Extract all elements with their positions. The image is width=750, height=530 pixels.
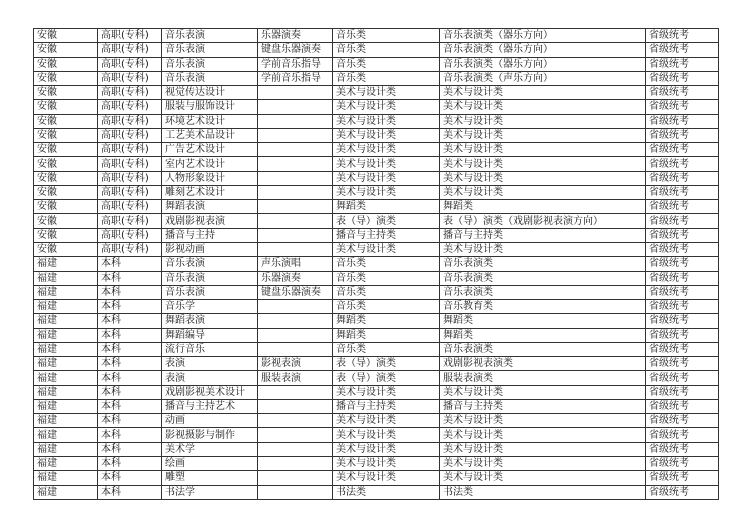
level-cell: 高职(专科) — [98, 157, 162, 171]
exam-category-cell: 美术与设计类 — [440, 114, 646, 128]
direction-cell: 学前音乐指导 — [258, 57, 333, 71]
level-cell: 本科 — [98, 342, 162, 356]
table-row — [34, 200, 719, 214]
province-cell: 福建 — [34, 300, 98, 314]
major-cell: 音乐表演 — [162, 257, 258, 271]
direction-cell — [258, 385, 333, 399]
province-cell: 安徽 — [34, 86, 98, 100]
table-row — [34, 385, 719, 399]
direction-cell — [258, 214, 333, 228]
province-cell: 福建 — [34, 414, 98, 428]
category-cell: 美术与设计类 — [333, 442, 440, 456]
exam-category-cell: 美术与设计类 — [440, 242, 646, 256]
direction-cell — [258, 86, 333, 100]
table-row — [34, 428, 719, 442]
table-row — [34, 300, 719, 314]
exam-type-cell: 省级统考 — [646, 57, 719, 71]
exam-type-cell: 省级统考 — [646, 285, 719, 299]
level-cell: 本科 — [98, 257, 162, 271]
exam-category-cell: 美术与设计类 — [440, 471, 646, 485]
province-cell: 安徽 — [34, 214, 98, 228]
category-cell: 播音与主持类 — [333, 228, 440, 242]
table-row — [34, 471, 719, 485]
exam-category-cell: 美术与设计类 — [440, 442, 646, 456]
province-cell: 福建 — [34, 456, 98, 470]
category-cell: 美术与设计类 — [333, 143, 440, 157]
direction-cell: 键盘乐器演奏 — [258, 285, 333, 299]
level-cell: 本科 — [98, 357, 162, 371]
exam-type-cell: 省级统考 — [646, 100, 719, 114]
table-row — [34, 43, 719, 57]
category-cell: 表（导）演类 — [333, 214, 440, 228]
table-row — [34, 143, 719, 157]
exam-category-cell: 播音与主持类 — [440, 228, 646, 242]
province-cell: 福建 — [34, 257, 98, 271]
major-cell: 音乐表演 — [162, 29, 258, 43]
level-cell: 高职(专科) — [98, 143, 162, 157]
exam-type-cell: 省级统考 — [646, 399, 719, 413]
level-cell: 本科 — [98, 399, 162, 413]
province-cell: 福建 — [34, 328, 98, 342]
province-cell: 安徽 — [34, 43, 98, 57]
exam-category-cell: 服装表演类 — [440, 371, 646, 385]
direction-cell — [258, 228, 333, 242]
province-cell: 安徽 — [34, 114, 98, 128]
major-cell: 广告艺术设计 — [162, 143, 258, 157]
province-cell: 福建 — [34, 471, 98, 485]
major-cell: 戏剧影视表演 — [162, 214, 258, 228]
direction-cell — [258, 456, 333, 470]
exam-category-cell: 音乐表演类 — [440, 257, 646, 271]
exam-type-cell: 省级统考 — [646, 414, 719, 428]
level-cell: 本科 — [98, 285, 162, 299]
exam-category-cell: 音乐表演类（器乐方向） — [440, 57, 646, 71]
major-cell: 动画 — [162, 414, 258, 428]
exam-category-cell: 音乐表演类（声乐方向） — [440, 71, 646, 85]
level-cell: 高职(专科) — [98, 228, 162, 242]
table-row — [34, 442, 719, 456]
direction-cell: 服装表演 — [258, 371, 333, 385]
exam-type-cell: 省级统考 — [646, 29, 719, 43]
level-cell: 高职(专科) — [98, 242, 162, 256]
table-row — [34, 242, 719, 256]
category-cell: 美术与设计类 — [333, 86, 440, 100]
exam-type-cell: 省级统考 — [646, 357, 719, 371]
level-cell: 高职(专科) — [98, 57, 162, 71]
category-cell: 音乐类 — [333, 300, 440, 314]
level-cell: 本科 — [98, 428, 162, 442]
category-cell: 舞蹈类 — [333, 328, 440, 342]
direction-cell — [258, 399, 333, 413]
category-cell: 音乐类 — [333, 43, 440, 57]
major-cell: 音乐表演 — [162, 271, 258, 285]
category-cell: 美术与设计类 — [333, 185, 440, 199]
major-cell: 绘画 — [162, 456, 258, 470]
level-cell: 本科 — [98, 314, 162, 328]
major-cell: 视觉传达设计 — [162, 86, 258, 100]
direction-cell — [258, 314, 333, 328]
direction-cell: 乐器演奏 — [258, 271, 333, 285]
major-cell: 环境艺术设计 — [162, 114, 258, 128]
major-cell: 影视动画 — [162, 242, 258, 256]
direction-cell — [258, 300, 333, 314]
table-row — [34, 171, 719, 185]
exam-type-cell: 省级统考 — [646, 471, 719, 485]
province-cell: 安徽 — [34, 143, 98, 157]
exam-type-cell: 省级统考 — [646, 200, 719, 214]
category-cell: 美术与设计类 — [333, 385, 440, 399]
category-cell: 舞蹈类 — [333, 314, 440, 328]
exam-type-cell: 省级统考 — [646, 442, 719, 456]
exam-type-cell: 省级统考 — [646, 428, 719, 442]
major-cell: 音乐表演 — [162, 285, 258, 299]
province-cell: 福建 — [34, 314, 98, 328]
level-cell: 高职(专科) — [98, 171, 162, 185]
exam-category-cell: 表（导）演类（戏剧影视表演方向） — [440, 214, 646, 228]
table-row — [34, 485, 719, 499]
level-cell: 高职(专科) — [98, 100, 162, 114]
level-cell: 高职(专科) — [98, 214, 162, 228]
level-cell: 高职(专科) — [98, 71, 162, 85]
category-cell: 音乐类 — [333, 71, 440, 85]
level-cell: 高职(专科) — [98, 185, 162, 199]
exam-category-cell: 播音与主持类 — [440, 399, 646, 413]
exam-type-cell: 省级统考 — [646, 456, 719, 470]
level-cell: 高职(专科) — [98, 29, 162, 43]
table-row — [34, 114, 719, 128]
level-cell: 本科 — [98, 485, 162, 499]
direction-cell: 声乐演唱 — [258, 257, 333, 271]
major-cell: 流行音乐 — [162, 342, 258, 356]
category-cell: 美术与设计类 — [333, 471, 440, 485]
major-cell: 书法学 — [162, 485, 258, 499]
exam-category-cell: 音乐表演类 — [440, 342, 646, 356]
category-cell: 播音与主持类 — [333, 399, 440, 413]
level-cell: 本科 — [98, 442, 162, 456]
province-cell: 安徽 — [34, 57, 98, 71]
province-cell: 安徽 — [34, 200, 98, 214]
direction-cell — [258, 200, 333, 214]
category-cell: 美术与设计类 — [333, 157, 440, 171]
category-cell: 音乐类 — [333, 285, 440, 299]
province-cell: 福建 — [34, 271, 98, 285]
table-row — [34, 342, 719, 356]
table-row — [34, 29, 719, 43]
level-cell: 高职(专科) — [98, 128, 162, 142]
category-cell: 美术与设计类 — [333, 456, 440, 470]
major-cell: 舞蹈表演 — [162, 314, 258, 328]
table-row — [34, 328, 719, 342]
exam-type-cell: 省级统考 — [646, 314, 719, 328]
exam-type-cell: 省级统考 — [646, 371, 719, 385]
exam-type-cell: 省级统考 — [646, 328, 719, 342]
major-cell: 音乐表演 — [162, 71, 258, 85]
exam-category-cell: 美术与设计类 — [440, 143, 646, 157]
admissions-table — [33, 28, 719, 500]
level-cell: 高职(专科) — [98, 114, 162, 128]
direction-cell — [258, 143, 333, 157]
exam-type-cell: 省级统考 — [646, 171, 719, 185]
direction-cell: 学前音乐指导 — [258, 71, 333, 85]
direction-cell — [258, 328, 333, 342]
category-cell: 美术与设计类 — [333, 171, 440, 185]
exam-category-cell: 舞蹈类 — [440, 200, 646, 214]
province-cell: 福建 — [34, 357, 98, 371]
major-cell: 表演 — [162, 371, 258, 385]
exam-category-cell: 音乐表演类（器乐方向） — [440, 29, 646, 43]
table-row — [34, 257, 719, 271]
exam-type-cell: 省级统考 — [646, 143, 719, 157]
direction-cell — [258, 114, 333, 128]
exam-category-cell: 音乐教育类 — [440, 300, 646, 314]
table-row — [34, 456, 719, 470]
table-row — [34, 399, 719, 413]
exam-type-cell: 省级统考 — [646, 228, 719, 242]
category-cell: 音乐类 — [333, 257, 440, 271]
province-cell: 安徽 — [34, 100, 98, 114]
major-cell: 服装与服饰设计 — [162, 100, 258, 114]
major-cell: 人物形象设计 — [162, 171, 258, 185]
exam-category-cell: 舞蹈类 — [440, 328, 646, 342]
major-cell: 表演 — [162, 357, 258, 371]
level-cell: 本科 — [98, 271, 162, 285]
exam-category-cell: 音乐表演类（器乐方向） — [440, 43, 646, 57]
table-row — [34, 285, 719, 299]
level-cell: 本科 — [98, 328, 162, 342]
direction-cell — [258, 471, 333, 485]
direction-cell — [258, 100, 333, 114]
exam-type-cell: 省级统考 — [646, 257, 719, 271]
exam-category-cell: 美术与设计类 — [440, 86, 646, 100]
direction-cell — [258, 242, 333, 256]
category-cell: 美术与设计类 — [333, 114, 440, 128]
exam-category-cell: 美术与设计类 — [440, 414, 646, 428]
table-row — [34, 185, 719, 199]
level-cell: 高职(专科) — [98, 200, 162, 214]
direction-cell — [258, 342, 333, 356]
province-cell: 安徽 — [34, 171, 98, 185]
province-cell: 福建 — [34, 285, 98, 299]
table-row — [34, 414, 719, 428]
category-cell: 美术与设计类 — [333, 128, 440, 142]
exam-category-cell: 美术与设计类 — [440, 428, 646, 442]
exam-category-cell: 美术与设计类 — [440, 128, 646, 142]
table-row — [34, 57, 719, 71]
province-cell: 福建 — [34, 371, 98, 385]
major-cell: 舞蹈编导 — [162, 328, 258, 342]
category-cell: 舞蹈类 — [333, 200, 440, 214]
exam-type-cell: 省级统考 — [646, 71, 719, 85]
direction-cell — [258, 128, 333, 142]
exam-category-cell: 戏剧影视表演类 — [440, 357, 646, 371]
exam-type-cell: 省级统考 — [646, 271, 719, 285]
category-cell: 音乐类 — [333, 271, 440, 285]
province-cell: 福建 — [34, 399, 98, 413]
exam-category-cell: 美术与设计类 — [440, 171, 646, 185]
category-cell: 书法类 — [333, 485, 440, 499]
province-cell: 福建 — [34, 428, 98, 442]
province-cell: 安徽 — [34, 128, 98, 142]
province-cell: 安徽 — [34, 228, 98, 242]
level-cell: 本科 — [98, 456, 162, 470]
exam-type-cell: 省级统考 — [646, 385, 719, 399]
province-cell: 福建 — [34, 485, 98, 499]
exam-category-cell: 美术与设计类 — [440, 385, 646, 399]
table-row — [34, 214, 719, 228]
exam-type-cell: 省级统考 — [646, 114, 719, 128]
province-cell: 福建 — [34, 442, 98, 456]
major-cell: 戏剧影视美术设计 — [162, 385, 258, 399]
direction-cell — [258, 157, 333, 171]
exam-category-cell: 美术与设计类 — [440, 100, 646, 114]
direction-cell: 乐器演奏 — [258, 29, 333, 43]
table-row — [34, 100, 719, 114]
direction-cell — [258, 414, 333, 428]
level-cell: 本科 — [98, 300, 162, 314]
major-cell: 雕刻艺术设计 — [162, 185, 258, 199]
major-cell: 播音与主持艺术 — [162, 399, 258, 413]
province-cell: 安徽 — [34, 71, 98, 85]
major-cell: 美术学 — [162, 442, 258, 456]
exam-type-cell: 省级统考 — [646, 485, 719, 499]
major-cell: 舞蹈表演 — [162, 200, 258, 214]
category-cell: 音乐类 — [333, 342, 440, 356]
exam-type-cell: 省级统考 — [646, 43, 719, 57]
category-cell: 音乐类 — [333, 57, 440, 71]
level-cell: 本科 — [98, 371, 162, 385]
province-cell: 福建 — [34, 342, 98, 356]
exam-type-cell: 省级统考 — [646, 300, 719, 314]
category-cell: 音乐类 — [333, 29, 440, 43]
table-row — [34, 228, 719, 242]
level-cell: 高职(专科) — [98, 43, 162, 57]
category-cell: 表（导）演类 — [333, 371, 440, 385]
major-cell: 雕塑 — [162, 471, 258, 485]
major-cell: 音乐表演 — [162, 57, 258, 71]
major-cell: 播音与主持 — [162, 228, 258, 242]
major-cell: 室内艺术设计 — [162, 157, 258, 171]
province-cell: 安徽 — [34, 29, 98, 43]
major-cell: 音乐学 — [162, 300, 258, 314]
level-cell: 本科 — [98, 414, 162, 428]
table-row — [34, 86, 719, 100]
table-row — [34, 357, 719, 371]
exam-type-cell: 省级统考 — [646, 185, 719, 199]
table-row — [34, 71, 719, 85]
table-row — [34, 128, 719, 142]
category-cell: 美术与设计类 — [333, 414, 440, 428]
exam-category-cell: 音乐表演类 — [440, 271, 646, 285]
direction-cell — [258, 428, 333, 442]
category-cell: 美术与设计类 — [333, 428, 440, 442]
level-cell: 本科 — [98, 385, 162, 399]
exam-category-cell: 美术与设计类 — [440, 185, 646, 199]
table-body — [34, 29, 719, 500]
major-cell: 工艺美术品设计 — [162, 128, 258, 142]
exam-category-cell: 书法类 — [440, 485, 646, 499]
province-cell: 安徽 — [34, 242, 98, 256]
province-cell: 安徽 — [34, 185, 98, 199]
category-cell: 表（导）演类 — [333, 357, 440, 371]
direction-cell: 键盘乐器演奏 — [258, 43, 333, 57]
exam-type-cell: 省级统考 — [646, 242, 719, 256]
major-cell: 音乐表演 — [162, 43, 258, 57]
exam-category-cell: 音乐表演类 — [440, 285, 646, 299]
exam-type-cell: 省级统考 — [646, 86, 719, 100]
category-cell: 美术与设计类 — [333, 100, 440, 114]
exam-category-cell: 舞蹈类 — [440, 314, 646, 328]
exam-type-cell: 省级统考 — [646, 342, 719, 356]
direction-cell — [258, 442, 333, 456]
direction-cell — [258, 171, 333, 185]
exam-type-cell: 省级统考 — [646, 214, 719, 228]
exam-category-cell: 美术与设计类 — [440, 157, 646, 171]
exam-type-cell: 省级统考 — [646, 128, 719, 142]
table-row — [34, 371, 719, 385]
table-row — [34, 157, 719, 171]
province-cell: 安徽 — [34, 157, 98, 171]
exam-type-cell: 省级统考 — [646, 157, 719, 171]
major-cell: 影视摄影与制作 — [162, 428, 258, 442]
province-cell: 福建 — [34, 385, 98, 399]
direction-cell — [258, 185, 333, 199]
table-row — [34, 271, 719, 285]
exam-category-cell: 美术与设计类 — [440, 456, 646, 470]
table-row — [34, 314, 719, 328]
category-cell: 美术与设计类 — [333, 242, 440, 256]
direction-cell: 影视表演 — [258, 357, 333, 371]
level-cell: 高职(专科) — [98, 86, 162, 100]
direction-cell — [258, 485, 333, 499]
level-cell: 本科 — [98, 471, 162, 485]
